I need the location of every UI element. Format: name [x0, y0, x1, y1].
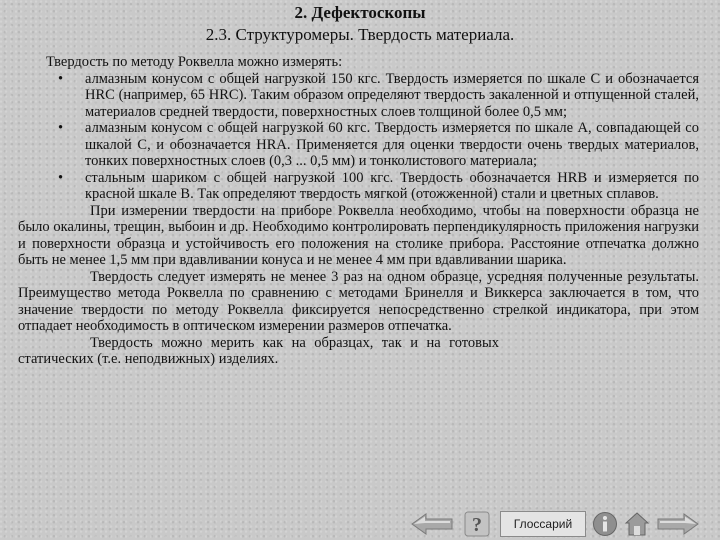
info-button[interactable] — [590, 511, 620, 537]
paragraph-rockwell-advantages: Твердость следует измерять не менее 3 раз на одном образце, усредняя полученные результаты. Преимущество метода Роквелла по сравнению с методами Бринелля и Виккерса заключается в том, что значение твердости по методу Роквелла фиксируется непосредственно стрелкой индикатора, при этом отпадает необходимость в оптическом измерении размеров отпечатка. — [18, 268, 699, 334]
info-icon — [592, 511, 618, 537]
arrow-left-icon — [410, 513, 454, 535]
list-item-text: алмазным конусом с общей нагрузкой 60 кгс. Твердость измеряется по шкале А, совпадающей со шкалой С, и обозначается HRA. Применяется для оценки твердости очень твердых материалов, тонких поверхностных слоев (0,3 ... 0,5 мм) и тонколистового материала; — [85, 120, 699, 169]
back-button[interactable] — [410, 511, 454, 537]
glossary-button[interactable]: Глоссарий — [500, 511, 586, 537]
list-item-text: стальным шариком с общей нагрузкой 100 кгс. Твердость обозначается HRB и измеряется по красной шкале В. Так определяют твердость мягкой (отожженной) стали и цветных сплавов. — [85, 169, 699, 202]
slide-subtitle: 2.3. Структуромеры. Твердость материала. — [205, 25, 515, 44]
slide-title: 2. Дефектоскопы — [294, 3, 426, 22]
home-icon — [624, 511, 650, 537]
paragraph-products: Твердость можно мерить как на образцах, так и на готовых статических (т.е. неподвижных) изделиях. — [18, 334, 499, 367]
list-item — [18, 170, 699, 203]
bullet-icon: • — [58, 169, 64, 186]
list-item — [18, 120, 699, 170]
next-button[interactable] — [656, 511, 700, 537]
paragraph-rockwell-requirements: При измерении твердости на приборе Роквелла необходимо, чтобы на поверхности образца не было окалины, трещин, выбоин и др. Необходимо контролировать перпендикулярность приложения нагрузки и поверхности образца и устойчивость его положения на столике прибора. Расстояние отпечатка должно быть не менее 1,5 мм при вдавливании конуса и не менее 4 мм при вдавливании шарика. — [18, 202, 699, 268]
navigation-bar — [410, 511, 710, 537]
list-item — [18, 71, 699, 121]
help-button[interactable] — [462, 511, 492, 537]
bullet-icon: • — [58, 70, 64, 87]
svg-text:?: ? — [472, 514, 482, 536]
bullet-icon: • — [58, 120, 64, 136]
list-item-text: алмазным конусом с общей нагрузкой 150 кгс. Твердость измеряется по шкале С и обозначается HRC (например, 65 HRC). Таким образом определяют твердость закаленной и отпущенной сталей, материалов средней твердости, поверхностных слоев толщиной более 0,5 мм; — [85, 70, 699, 120]
slide-content — [18, 54, 699, 368]
bullet-list — [18, 71, 699, 203]
help-icon — [464, 511, 490, 537]
arrow-right-icon — [656, 513, 700, 535]
intro-text: Твердость по методу Роквелла можно измерять: — [46, 54, 343, 70]
home-button[interactable] — [622, 511, 652, 537]
